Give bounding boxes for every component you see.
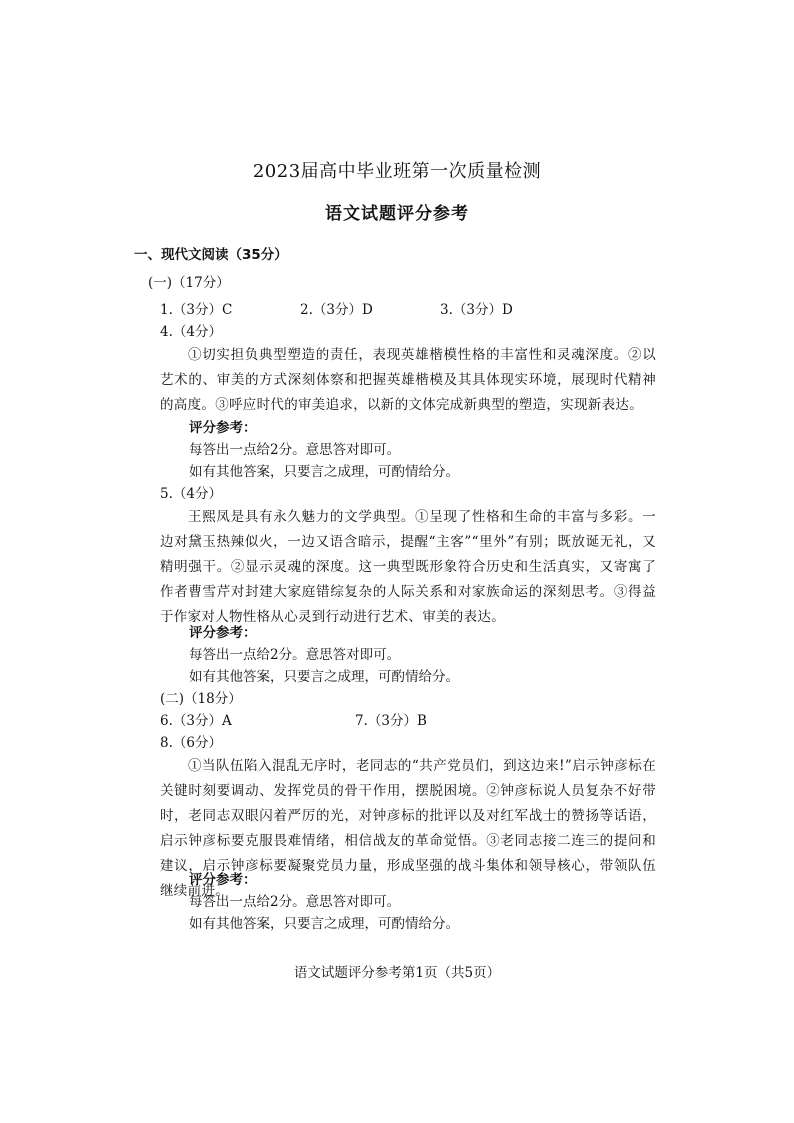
part2-label: (二)（18分） <box>160 691 242 707</box>
q4-label: 4.（4分） <box>160 324 222 340</box>
page-footer: 语文试题评分参考第1页（共5页） <box>293 965 501 981</box>
q5-eval-2: 如有其他答案，只要言之成理，可酌情给分。 <box>189 669 459 685</box>
q4-answer: ①切实担负典型塑造的责任，表现英雄楷模性格的丰富性和灵魂深度。②以艺术的、审美的方式深刻体察和把握英雄楷模及其具体现实环境，展现时代精神的高度。③呼应时代的审美追求，以新的文体完成新典型的塑造，实现新表达。 <box>160 347 656 413</box>
answer-q7: 7.（3分）B <box>355 713 427 729</box>
answer-q3: 3.（3分）D <box>440 302 513 318</box>
answer-q1: 1.（3分）C <box>160 302 233 318</box>
q5-eval-1: 每答出一点给2分。意思答对即可。 <box>189 647 401 663</box>
q4-eval-2: 如有其他答案，只要言之成理，可酌情给分。 <box>189 464 459 480</box>
q8-eval-2: 如有其他答案，只要言之成理，可酌情给分。 <box>189 916 459 932</box>
section-heading-modern-reading: 一、现代文阅读（35分） <box>134 247 288 263</box>
q8-eval-label: 评分参考： <box>189 872 257 888</box>
q4-eval-1: 每答出一点给2分。意思答对即可。 <box>189 442 401 458</box>
q5-eval-label: 评分参考： <box>189 625 257 641</box>
q8-label: 8.（6分） <box>160 735 222 751</box>
answer-q2: 2.（3分）D <box>300 302 373 318</box>
q4-eval-label: 评分参考： <box>189 420 257 436</box>
q8-answer: ①当队伍陷入混乱无序时，老同志的“共产党员们，到这边来!”启示钟彦标在关键时刻要调动、发挥党员的骨干作用，摆脱困境。②钟彦标说人员复杂不好带时，老同志双眼闪着严厉的光，对钟彦标的批评以及对红军战士的赞扬等话语，启示钟彦标要克服畏难情绪，相信战友的革命觉悟。③老同志接二连三的提问和建议，启示钟彦标要凝聚党员力量，形成坚强的战斗集体和领导核心，带领队伍继续前进。 <box>160 758 656 899</box>
q8-eval-1: 每答出一点给2分。意思答对即可。 <box>189 894 401 910</box>
answer-q6: 6.（3分）A <box>160 713 232 729</box>
part1-label: (一)（17分） <box>148 275 230 291</box>
q5-label: 5.（4分） <box>160 486 222 502</box>
page-title: 2023届高中毕业班第一次质量检测 <box>252 161 542 182</box>
q5-answer: 王熙凤是具有永久魅力的文学典型。①呈现了性格和生命的丰富与多彩。一边对黛玉热辣似火，一边又语含暗示，提醒“主客”“里外”有别；既放诞无礼，又精明强干。②显示灵魂的深度。这一典型既形象符合历史和生活真实，又寄寓了作者曹雪芹对封建大家庭错综复杂的人际关系和对家族命运的深刻思考。③得益于作家对人物性格从心灵到行动进行艺术、审美的表达。 <box>160 509 656 625</box>
page-subtitle: 语文试题评分参考 <box>325 204 469 224</box>
